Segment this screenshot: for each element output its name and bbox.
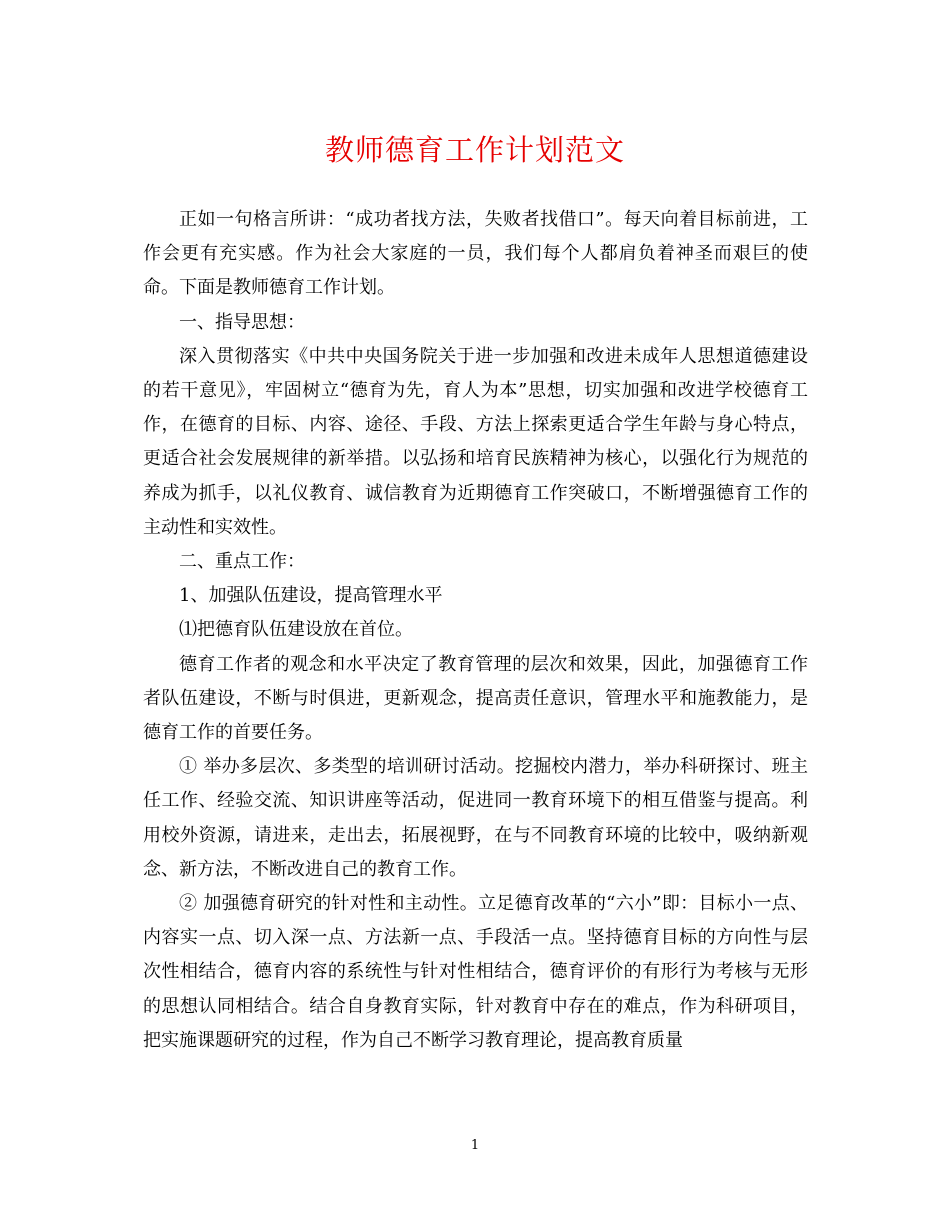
document-body [143, 203, 808, 1058]
page-number: 1 [470, 1138, 480, 1153]
subsection-heading: 1、加强队伍建设，提高管理水平 [179, 585, 443, 607]
subsection-heading: ⑴把德育队伍建设放在首位。 [179, 619, 413, 641]
paragraph: 德育工作者的观念和水平决定了教育管理的层次和效果，因此，加强德育工作者队伍建设，不断与时俱进，更新观念，提高责任意识，管理水平和施教能力，是德育工作的首要任务。 [143, 653, 808, 744]
paragraph: 正如一句格言所讲：“成功者找方法，失败者找借口”。每天向着目标前进，工作会更有充实感。作为社会大家庭的一员，我们每个人都肩负着神圣而艰巨的使命。下面是教师德育工作计划。 [143, 209, 808, 299]
section-heading: 一、指导思想： [179, 311, 305, 333]
paragraph: ② 加强德育研究的针对性和主动性。立足德育改革的“六小”即：目标小一点、内容实一点、切入深一点、方法新一点、手段活一点。坚持德育目标的方向性与层次性相结合，德育内容的系统性与针对性相结合，德育评价的有形行为考核与无形的思想认同相结合。结合自身教育实际，针对教育中存在的难点，作为科研项目，把实施课题研究的过程，作为自己不断学习教育理论，提高教育质量 [143, 893, 808, 1051]
paragraph: 深入贯彻落实《中共中央国务院关于进一步加强和改进未成年人思想道德建设的若干意见》，牢固树立“德育为先，育人为本”思想，切实加强和改进学校德育工作，在德育的目标、内容、途径、手段、方法上探索更适合学生年龄与身心特点，更适合社会发展规律的新举措。以弘扬和培育民族精神为核心，以强化行为规范的养成为抓手，以礼仪教育、诚信教育为近期德育工作突破口，不断增强德育工作的主动性和实效性。 [143, 345, 808, 538]
paragraph: ① 举办多层次、多类型的培训研讨活动。挖掘校内潜力，举办科研探讨、班主任工作、经验交流、知识讲座等活动，促进同一教育环境下的相互借鉴与提高。利用校外资源，请进来，走出去，拓展视野，在与不同教育环境的比较中，吸纳新观念、新方法，不断改进自己的教育工作。 [143, 756, 808, 880]
document-title: 教师德育工作计划范文 [324, 133, 625, 167]
section-heading: 二、重点工作： [179, 551, 305, 573]
